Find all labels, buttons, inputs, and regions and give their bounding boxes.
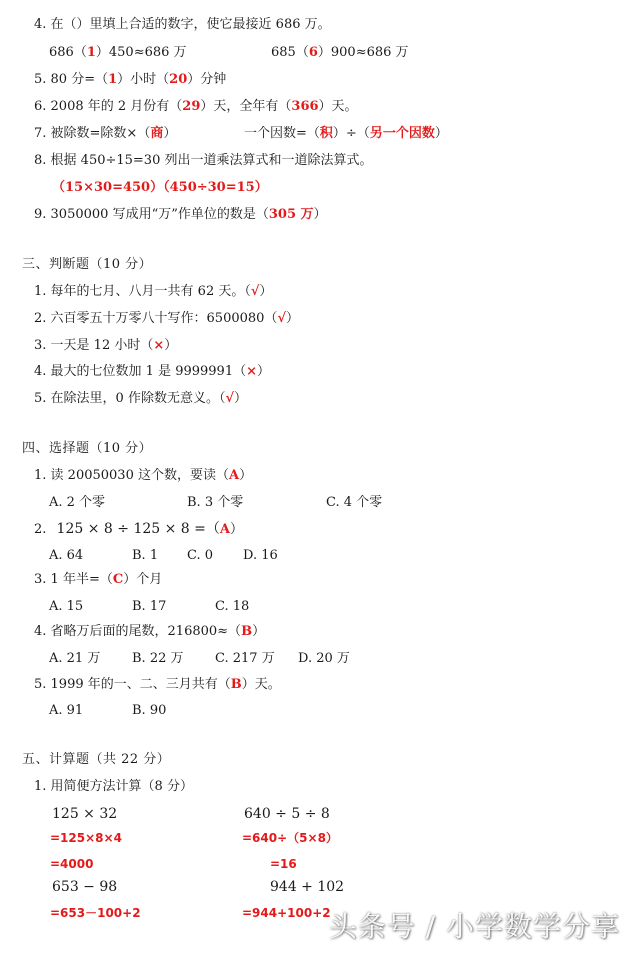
judge-item-3: 3. 一天是 12 小时（×） <box>34 338 178 353</box>
calc-subtitle: 1. 用简便方法计算（8 分） <box>34 779 193 794</box>
q4-text: 4. 在（）里填上合适的数字，使它最接近 686 万。 <box>34 17 331 32</box>
choice-q2-option-b: B. 1 <box>132 548 159 563</box>
watermark-text: 头条号 / 小学数学分享 <box>328 910 620 943</box>
choice-q5-option-a: A. 91 <box>49 703 84 718</box>
q7-left: 7. 被除数=除数×（商） <box>34 126 177 141</box>
choice-q1-option-c: C. 4 个零 <box>326 495 383 510</box>
q6-line: 6. 2008 年的 2 月份有（29）天，全年有（366）天。 <box>34 99 358 114</box>
choice-q2-option-a: A. 64 <box>49 548 84 563</box>
choice-q1: 1. 读 20050030 这个数，要读（A） <box>34 468 253 483</box>
choice-q2-option-c: C. 0 <box>187 548 214 563</box>
choice-q3-option-c: C. 18 <box>215 599 250 614</box>
choice-q2-option-d: D. 16 <box>243 548 278 563</box>
judge-section-title: 三、判断题（10 分） <box>22 257 153 272</box>
choice-q3-option-b: B. 17 <box>132 599 167 614</box>
choice-q4: 4. 省略万后面的尾数，216800≈（B） <box>34 624 266 639</box>
choice-q4-option-a: A. 21 万 <box>49 651 101 666</box>
calc-left-step-1: =125×8×4 <box>50 831 122 845</box>
calc-left-step-2: =4000 <box>50 857 94 871</box>
judge-item-4: 4. 最大的七位数加 1 是 9999991（×） <box>34 364 271 379</box>
calc-left-expr-2: 653 − 98 <box>52 879 118 895</box>
judge-item-2: 2. 六百零五十万零八十写作：6500080（√） <box>34 311 299 326</box>
choice-q1-option-a: A. 2 个零 <box>49 495 106 510</box>
judge-item-5: 5. 在除法里，0 作除数无意义。（√） <box>34 391 248 406</box>
choice-q5-option-b: B. 90 <box>132 703 167 718</box>
q8-answer: （15×30=450）（450÷30=15） <box>52 180 268 195</box>
choice-q3-option-a: A. 15 <box>49 599 84 614</box>
choice-q4-option-d: D. 20 万 <box>298 651 350 666</box>
q4-answer-a: 686（1）450≈686 万 <box>49 45 187 60</box>
calc-right-expr-1: 640 ÷ 5 ÷ 8 <box>244 806 330 822</box>
judge-item-1: 1. 每年的七月、八月一共有 62 天。（√） <box>34 284 273 299</box>
choice-q4-option-c: C. 217 万 <box>215 651 275 666</box>
q9-line: 9. 3050000 写成用“万”作单位的数是（305 万） <box>34 207 327 222</box>
calc-right-expr-2: 944 + 102 <box>270 879 345 895</box>
q7-right: 一个因数=（积）÷（另一个因数） <box>244 126 448 141</box>
choice-section-title: 四、选择题（10 分） <box>22 441 153 456</box>
q4-answer-b: 685（6）900≈686 万 <box>271 45 409 60</box>
choice-q4-option-b: B. 22 万 <box>132 651 184 666</box>
choice-q3: 3. 1 年半=（C）个月 <box>34 572 163 587</box>
choice-q5: 5. 1999 年的一、二、三月共有（B）天。 <box>34 677 281 692</box>
choice-q1-option-b: B. 3 个零 <box>187 495 244 510</box>
choice-q2: 2. 125 × 8 ÷ 125 × 8 =（A） <box>34 521 243 537</box>
q5-line: 5. 80 分=（1）小时（20）分钟 <box>34 72 227 87</box>
calc-right-step-2: =16 <box>270 857 297 871</box>
q8-text: 8. 根据 450÷15=30 列出一道乘法算式和一道除法算式。 <box>34 153 373 168</box>
calc-left-expr-1: 125 × 32 <box>52 806 118 822</box>
calc-left-step-3: =653－100+2 <box>50 906 141 920</box>
calc-right-step-1: =640÷（5×8） <box>242 831 338 845</box>
calc-section-title: 五、计算题（共 22 分） <box>22 752 171 767</box>
calc-right-step-3: =944+100+2 <box>242 906 331 920</box>
